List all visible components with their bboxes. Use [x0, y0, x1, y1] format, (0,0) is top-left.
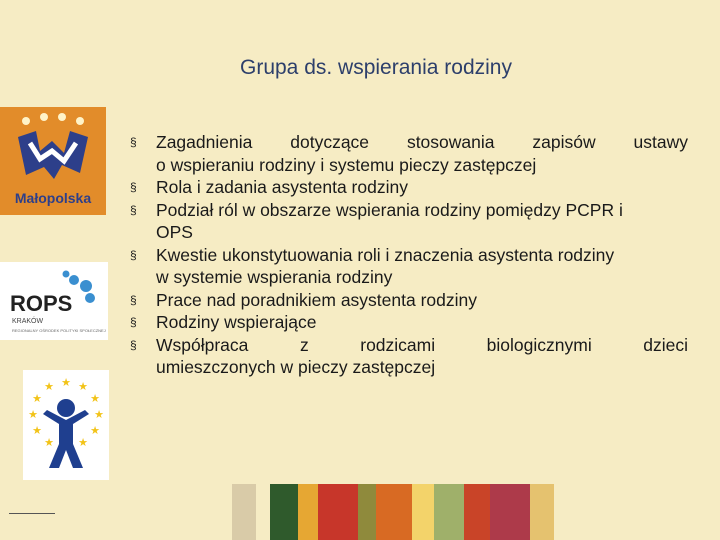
- stripe: [530, 484, 554, 540]
- bullet-text: Współpraca z rodzicami biologicznymi dzieci: [156, 334, 688, 355]
- svg-text:★: ★: [78, 380, 88, 393]
- footer-divider: [9, 513, 55, 514]
- svg-text:★: ★: [90, 424, 100, 437]
- stripe: [412, 484, 434, 540]
- bullet-item: [128, 199, 688, 244]
- svg-text:★: ★: [44, 380, 54, 393]
- svg-text:★: ★: [28, 408, 38, 421]
- bullet-item: [128, 289, 688, 312]
- bullet-text: Kwestie ukonstytuowania roli i znaczenia asystenta rodziny: [156, 244, 615, 265]
- stripe: [358, 484, 376, 540]
- bullet-text: Prace nad poradnikiem asystenta rodziny: [156, 289, 478, 310]
- bullet-item: [128, 311, 688, 334]
- svg-text:★: ★: [90, 392, 100, 405]
- bullet-text-cont: umieszczonych w pieczy zastępczej: [156, 357, 436, 377]
- bullet-text: Rodziny wspierające: [156, 312, 317, 332]
- bullet-marker: §: [130, 202, 137, 217]
- bullet-text: Podział ról w obszarze wspierania rodziny pomiędzy PCPR i: [156, 199, 623, 220]
- slide-title: Grupa ds. wspierania rodziny: [240, 56, 512, 79]
- malopolska-emblem-icon: [0, 107, 106, 215]
- malopolska-logo: [0, 107, 106, 215]
- svg-text:★: ★: [32, 424, 42, 437]
- bullet-text-cont: OPS: [156, 222, 193, 242]
- svg-text:★: ★: [44, 436, 54, 449]
- stripe: [490, 484, 530, 540]
- stripe: [270, 484, 298, 540]
- bullet-item: [128, 334, 688, 379]
- malopolska-logo-text: Małopolska: [14, 190, 92, 206]
- stripe: [464, 484, 490, 540]
- svg-text:★: ★: [78, 436, 88, 449]
- eu-stars-child-icon: [23, 370, 109, 480]
- bullet-marker: §: [130, 180, 137, 194]
- bullet-text: Rola i zadania asystenta rodziny: [156, 177, 408, 197]
- stripe: [298, 484, 318, 540]
- stripe: [256, 484, 270, 540]
- stripe: [318, 484, 358, 540]
- bullet-list: [128, 131, 688, 379]
- rops-logo-tagline: REGIONALNY OŚRODEK POLITYKI SPOŁECZNEJ: [12, 328, 106, 333]
- bullet-marker: §: [130, 247, 137, 262]
- bullet-marker: §: [130, 292, 137, 307]
- bullet-marker: §: [130, 337, 137, 352]
- stripe: [376, 484, 412, 540]
- svg-text:★: ★: [94, 408, 104, 421]
- rops-emblem-icon: [0, 262, 108, 340]
- bullet-item: [128, 131, 688, 176]
- bullet-item: [128, 176, 688, 199]
- stripe: [232, 484, 256, 540]
- stripe: [434, 484, 464, 540]
- svg-text:★: ★: [32, 392, 42, 405]
- bullet-marker: §: [130, 135, 137, 149]
- decorative-stripes: [232, 484, 720, 540]
- eu-stars-child-logo: [23, 370, 109, 480]
- bullet-text-cont: w systemie wspierania rodziny: [156, 267, 393, 287]
- bullet-marker: §: [130, 315, 137, 329]
- svg-text:★: ★: [61, 376, 71, 389]
- rops-logo-text: ROPS: [10, 291, 73, 316]
- bullet-item: [128, 244, 688, 289]
- bullet-text: Zagadnienia dotyczące stosowania zapisów ustawy: [156, 132, 688, 152]
- bullet-text-cont: o wspieraniu rodziny i systemu pieczy zastępczej: [156, 154, 537, 175]
- rops-logo: [0, 262, 108, 340]
- rops-logo-subtext: KRAKÓW: [12, 318, 44, 325]
